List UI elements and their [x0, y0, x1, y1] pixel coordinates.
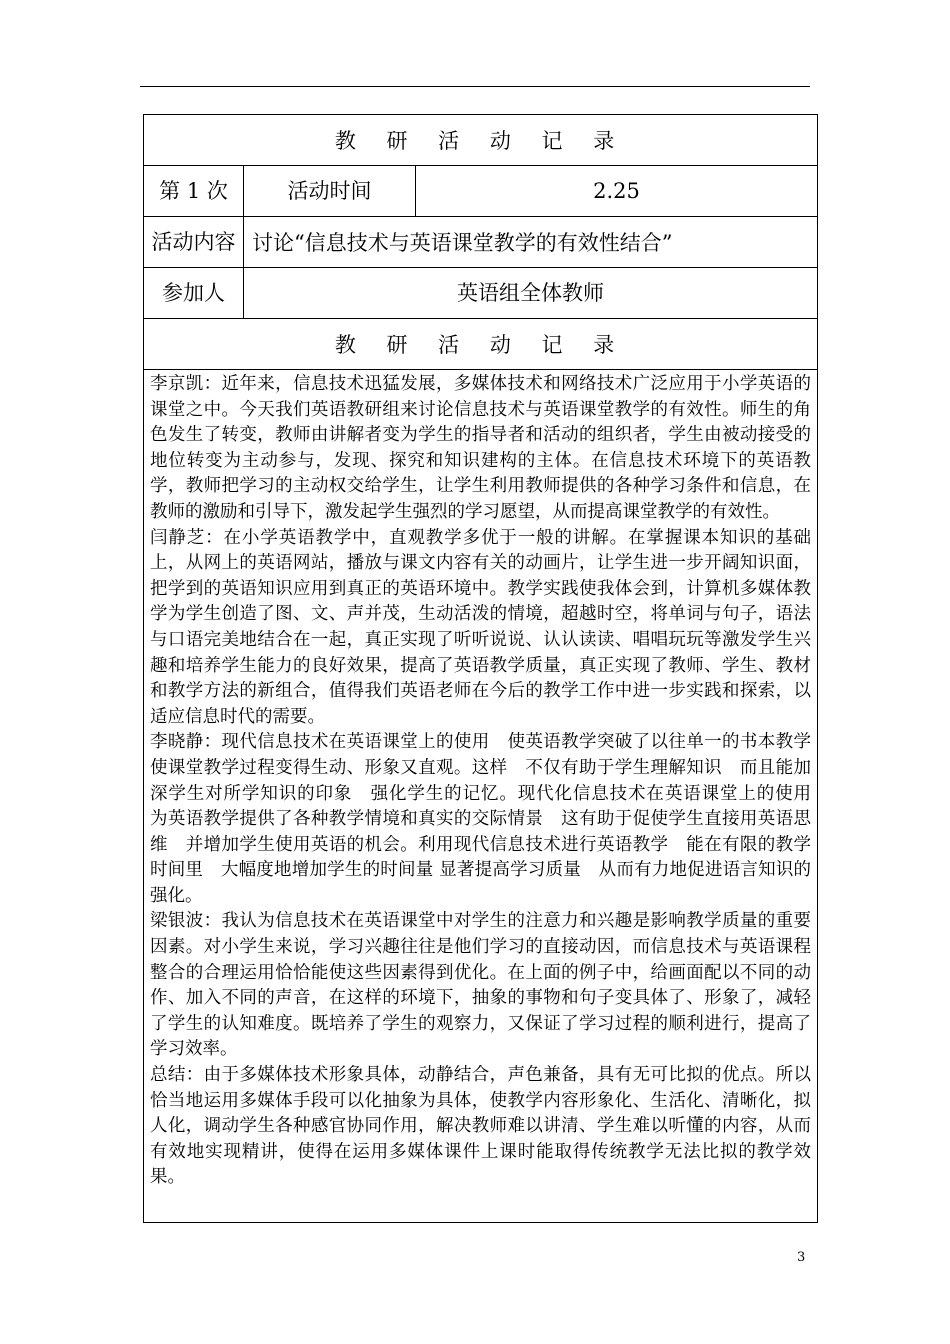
paragraph-liang-yinbo: 梁银波：我认为信息技术在英语课堂中对学生的注意力和兴趣是影响教学质量的重要因素。对小学生来说，学习兴趣往往是他们学习的直接动因，而信息技术与英语课程整合的合理运用恰恰能使这些因素得到优化。在上面的例子中，给画面配以不同的动作、加入不同的声音，在这样的环境下，抽象的事物和句子变具体了、形象了，减轻了学生的认知难度。既培养了学生的观察力，又保证了学习过程的顺利进行，提高了学习效率。 — [150, 911, 812, 1060]
paragraph-li-xiaojing: 李晓静：现代信息技术在英语课堂上的使用 使英语教学突破了以往单一的书本教学 使课堂教学过程变得生动、形象又直观。这样 不仅有助于学生理解知识 而且能加深学生对所学知识的印象 强化学生的记忆。现代化信息技术在英语课堂上的使用 为英语教学提供了各种教学情境和真实的交际情景 这有助于促使学生直接用英语思维 并增加学生使用英语的机会。利用现代信息技术进行英语教学 能在有限的教学时间里 大幅度地增加学生的时间量 显著提高学习质量 从而有力地促进语言知识的强化。 — [150, 732, 829, 906]
table-title: 教 研 活 动 记 录 — [144, 115, 818, 166]
session-row — [144, 166, 818, 217]
title-row — [144, 115, 818, 166]
record-body — [144, 370, 829, 1223]
content-value: 讨论“信息技术与英语课堂教学的有效性结合” — [244, 217, 818, 268]
participants-value: 英语组全体教师 — [244, 268, 818, 319]
participants-row — [144, 268, 818, 319]
content-label: 活动内容 — [144, 217, 244, 268]
header-rule — [140, 86, 810, 87]
paragraph-summary: 总结：由于多媒体技术形象具体，动静结合，声色兼备，具有无可比拟的优点。所以恰当地运用多媒体手段可以化抽象为具体，使教学内容形象化、生活化、清晰化，拟人化，调动学生各种感官协同作用，解决教师难以讲清、学生难以听懂的内容，从而有效地实现精讲，使得在运用多媒体课件上课时能取得传统教学无法比拟的教学效果。 — [150, 1065, 812, 1188]
record-title-row — [144, 319, 818, 370]
paragraph-li-jingkai: 李京凯：近年来，信息技术迅猛发展，多媒体技术和网络技术广泛应用于小学英语的课堂之中。今天我们英语教研组来讨论信息技术与英语课堂教学的有效性。师生的角色发生了转变，教师由讲解者变为学生的指导者和活动的组织者，学生由被动接受的地位转变为主动参与，发现、探究和知识建构的主体。在信息技术环境下的英语教学，教师把学习的主动权交给学生，让学生利用教师提供的各种学习条件和信息，在教师的激励和引导下，激发起学生强烈的学习愿望，从而提高课堂教学的有效性。 — [150, 374, 812, 522]
content-row — [144, 217, 818, 268]
session-label: 第 1 次 — [144, 166, 244, 217]
record-title: 教 研 活 动 记 录 — [144, 319, 818, 370]
paragraph-yan-jingzhi: 闫静芝：在小学英语教学中，直观教学多优于一般的讲解。在掌握课本知识的基础上，从网上的英语网站，播放与课文内容有关的动画片，让学生进一步开阔知识面，把学到的英语知识应用到真正的英语环境中。教学实践使我体会到，计算机多媒体教学为学生创造了图、文、声并茂，生动活泼的情境，超越时空，将单词与句子，语法与口语完美地结合在一起，真正实现了听听说说、认认读读、唱唱玩玩等激发学生兴趣和培养学生能力的良好效果，提高了英语教学质量，真正实现了教师、学生、教材和教学方法的新组合，值得我们英语老师在今后的教学工作中进一步实践和探索，以适应信息时代的需要。 — [150, 527, 812, 727]
time-label: 活动时间 — [244, 166, 416, 217]
activity-record-table — [143, 114, 829, 1223]
page-number: 3 — [797, 1250, 806, 1265]
participants-label: 参加人 — [144, 268, 244, 319]
record-body-row — [144, 370, 818, 1223]
time-value: 2.25 — [416, 166, 818, 217]
